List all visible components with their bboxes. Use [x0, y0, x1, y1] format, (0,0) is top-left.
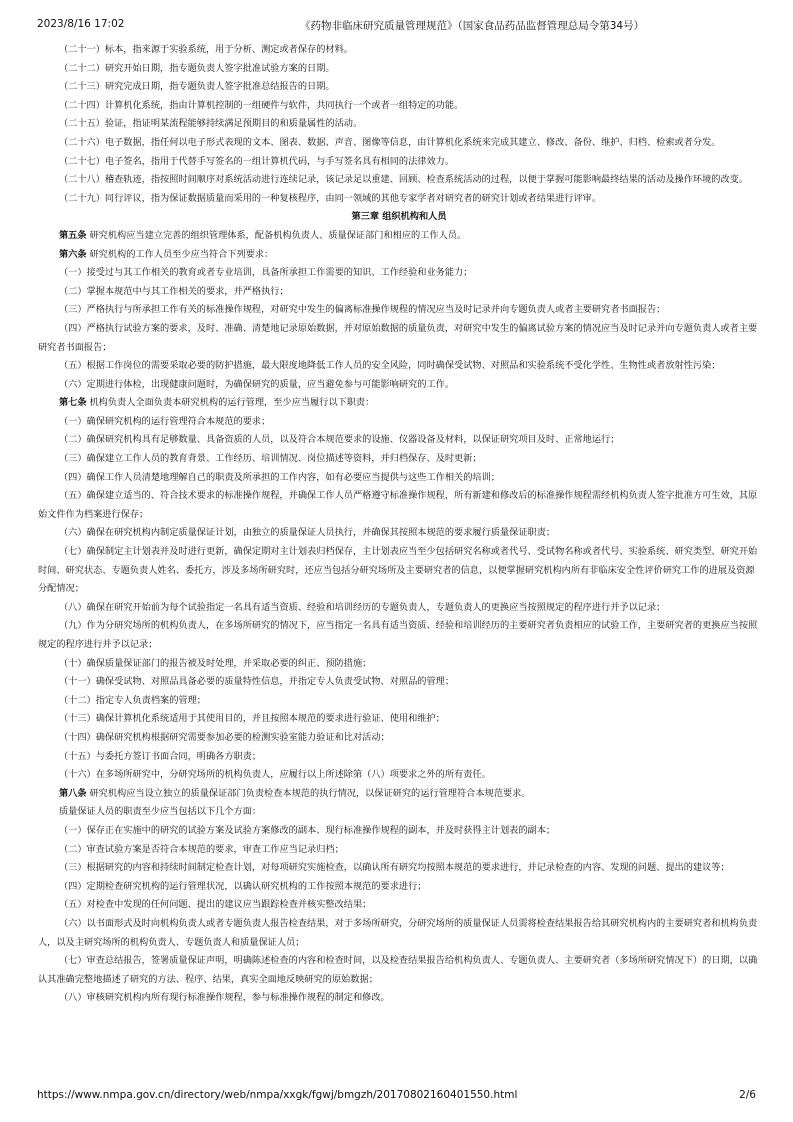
definition-item: （二十一）标本，指来源于实验系统，用于分析、测定或者保存的材料。 [59, 44, 353, 55]
article-6-item: （一）接受过与其工作相关的教育或者专业培训，具备所承担工作需要的知识、工作经验和业务能力； [59, 267, 473, 279]
article-8-item: （一）保存正在实施中的研究的试验方案及试验方案修改的副本、现行标准操作规程的副本，并及时获得主计划表的副本； [59, 824, 556, 836]
article-7 [38, 394, 760, 413]
article-label: 第七条 [59, 397, 87, 409]
article-7-item: （二）确保研究机构具有足够数量、具备资质的人员，以及符合本规范要求的设施、仪器设备及材料，以保证研究项目及时、正常地运行； [59, 434, 620, 446]
definition-item: （二十七）电子签名，指用于代替手写签名的一组计算机代码，与手写签名具有相同的法律效力。 [59, 155, 455, 167]
article-7-item: （十六）在多场所研究中，分研究场所的机构负责人，应履行以上所述除第（八）项要求之外的所有责任。 [59, 769, 491, 781]
article-7-item: （十）确保质量保证部门的报告被及时处理，并采取必要的纠正、预防措施； [59, 657, 372, 669]
article-text: 机构负责人全面负责本研究机构的运行管理，至少应当履行以下职责： [89, 397, 375, 409]
article-7-item: （十四）确保研究机构根据研究需要参加必要的检测实验室能力验证和比对活动； [59, 731, 390, 743]
article-7-item: （八）确保在研究开始前为每个试验指定一名具有适当资质、经验和培训经历的专题负责人，专题负责人的更换应当按照规定的程序进行并予以记录； [59, 601, 666, 613]
article-8 [38, 785, 760, 804]
page-number: 2/6 [739, 1089, 756, 1101]
article-8-item: （三）根据研究的内容和持续时间制定检查计划，对每项研究实施检查，以确认所有研究均按照本规范的要求进行，并记录检查的内容、发现的问题、提出的建议等； [59, 862, 730, 874]
definition-item: （二十二）研究开始日期，指专题负责人签字批准试验方案的日期。 [59, 62, 335, 74]
page-header [37, 18, 756, 34]
article-7-item: （六）确保在研究机构内制定质量保证计划，由独立的质量保证人员执行，并确保其按照本规范的要求履行质量保证职责； [59, 527, 556, 539]
article-8-item: （八）审核研究机构内所有现行标准操作规程，参与标准操作规程的制定和修改。 [59, 992, 390, 1004]
article-label: 第五条 [59, 229, 87, 241]
definition-item: （二十三）研究完成日期，指专题负责人签字批准总结报告的日期。 [59, 81, 335, 93]
article-6-item: （四）严格执行试验方案的要求，及时、准确、清楚地记录原始数据，并对原始数据的质量负责，对研究中发生的偏离试验方案的情况应当及时记录并向专题负责人或者主要研究者书面报告； [38, 322, 758, 353]
article-7-item: （十二）指定专人负责档案的管理； [59, 694, 206, 706]
article-text: 研究机构应当设立独立的质量保证部门负责检查本规范的执行情况，以保证研究的运行管理符合本规范要求。 [89, 787, 531, 799]
article-7-item: （一）确保研究机构的运行管理符合本规范的要求； [59, 415, 271, 427]
article-8-item: （七）审查总结报告，签署质量保证声明，明确陈述检查的内容和检查时间，以及检查结果报告给机构负责人、专题负责人、主要研究者（多场所研究情况下）的日期，以确认其准确完整地描述了研究的方法、程序、结果，真实全面地反映研究的原始数据； [38, 955, 758, 985]
article-8-item: （六）以书面形式及时向机构负责人或者专题负责人报告检查结果，对于多场所研究，分研究场所的质量保证人员需将检查结果报告给其研究机构内的主要研究者和机构负责人，以及主研究场所的机构负责人、专题负责人和质量保证人员； [38, 917, 758, 948]
article-7-item: （九）作为分研究场所的机构负责人，在多场所研究的情况下，应当指定一名具有适当资质、经验和培训经历的主要研究者负责相应的试验工作，主要研究者的更换应当按照规定的程序进行并予以记录； [38, 620, 758, 650]
article-7-item: （七）确保制定主计划表并及时进行更新，确保定期对主计划表归档保存，主计划表应当至少包括研究名称或者代号、受试物名称或者代号、实验系统、研究类型、研究开始时间、研究状态、专题负责人姓名、委托方，涉及多场所研究时，还应当包括分研究场所及主要研究者的信息，以便掌握研究机构内所有非临床安全性评价研究工作的进展及资源分配情况； [38, 546, 758, 595]
article-text: 研究机构的工作人员至少应当符合下列要求： [89, 248, 274, 260]
article-8-item: （五）对检查中发现的任何问题、提出的建议应当跟踪检查并核实整改结果； [59, 899, 372, 911]
definition-item: （二十九）同行评议，指为保证数据质量而采用的一种复核程序，由同一领域的其他专家学者对研究者的研究计划或者结果进行评审。 [59, 192, 602, 204]
definition-item: （二十八）稽查轨迹，指按照时间顺序对系统活动进行连续记录，该记录足以重建、回顾、检查系统活动的过程，以便于掌握可能影响最终结果的活动及操作环境的改变。 [59, 174, 749, 186]
article-8-subheading: 质量保证人员的职责至少应当包括以下几个方面： [59, 806, 262, 818]
chapter-heading: 第三章 组织机构和人员 [351, 211, 447, 223]
article-5 [38, 227, 760, 246]
article-7-item: （五）确保建立适当的、符合技术要求的标准操作规程，并确保工作人员严格遵守标准操作规程，所有新建和修改后的标准操作规程需经机构负责人签字批准方可生效，其原始文件作为档案进行保存； [38, 490, 758, 520]
article-8-item: （四）定期检查研究机构的运行管理状况，以确认研究机构的工作按照本规范的要求进行； [59, 880, 427, 892]
definition-item: （二十六）电子数据，指任何以电子形式表现的文本、图表、数据、声音、图像等信息，由计算机化系统来完成其建立、修改、备份、维护、归档、检索或者分发。 [59, 136, 721, 148]
document-title: 《药物非临床研究质量管理规范》（国家食品药品监督管理总局令第34号） [300, 20, 645, 32]
article-6-item: （五）根据工作岗位的需要采取必要的防护措施，最大限度地降低工作人员的安全风险，同时确保受试物、对照品和实验系统不受化学性、生物性或者放射性污染； [59, 360, 721, 372]
article-label: 第八条 [59, 787, 87, 799]
article-label: 第六条 [59, 248, 87, 260]
article-7-item: （十一）确保受试物、对照品具备必要的质量特性信息，并指定专人负责受试物、对照品的管理； [59, 676, 455, 688]
article-text: 研究机构应当建立完善的组织管理体系，配备机构负责人、质量保证部门和相应的工作人员。 [89, 229, 467, 241]
article-8-item: （二）审查试验方案是否符合本规范的要求，审查工作应当记录归档； [59, 843, 344, 855]
article-6-item: （二）掌握本规范中与其工作相关的要求，并严格执行； [59, 285, 289, 297]
source-url[interactable]: https://www.nmpa.gov.cn/directory/web/nmpa/xxgk/fgwj/bmgzh/20170802160401550.html [37, 1089, 518, 1101]
article-7-item: （四）确保工作人员清楚地理解自己的职责及所承担的工作内容，如有必要应当提供与这些工作相关的培训； [59, 471, 500, 483]
document-body [38, 41, 760, 1008]
article-7-item: （三）确保建立工作人员的教育背景、工作经历、培训情况、岗位描述等资料，并归档保存、及时更新； [59, 453, 482, 465]
article-6-item: （六）定期进行体检，出现健康问题时，为确保研究的质量，应当避免参与可能影响研究的工作。 [59, 378, 455, 390]
page-footer [37, 1089, 756, 1105]
article-7-item: （十三）确保计算机化系统适用于其使用目的，并且按照本规范的要求进行验证、使用和维护； [59, 713, 445, 725]
article-6-item: （三）严格执行与所承担工作有关的标准操作规程，对研究中发生的偏离标准操作规程的情况应当及时记录并向专题负责人或者主要研究者书面报告； [59, 304, 666, 316]
article-6 [38, 246, 760, 265]
definition-item: （二十四）计算机化系统，指由计算机控制的一组硬件与软件，共同执行一个或者一组特定的功能。 [59, 99, 464, 111]
print-datetime: 2023/8/16 17:02 [37, 18, 125, 30]
article-7-item: （十五）与委托方签订书面合同，明确各方职责； [59, 750, 262, 762]
definition-item: （二十五）验证，指证明某流程能够持续满足预期目的和质量属性的活动。 [59, 118, 363, 130]
